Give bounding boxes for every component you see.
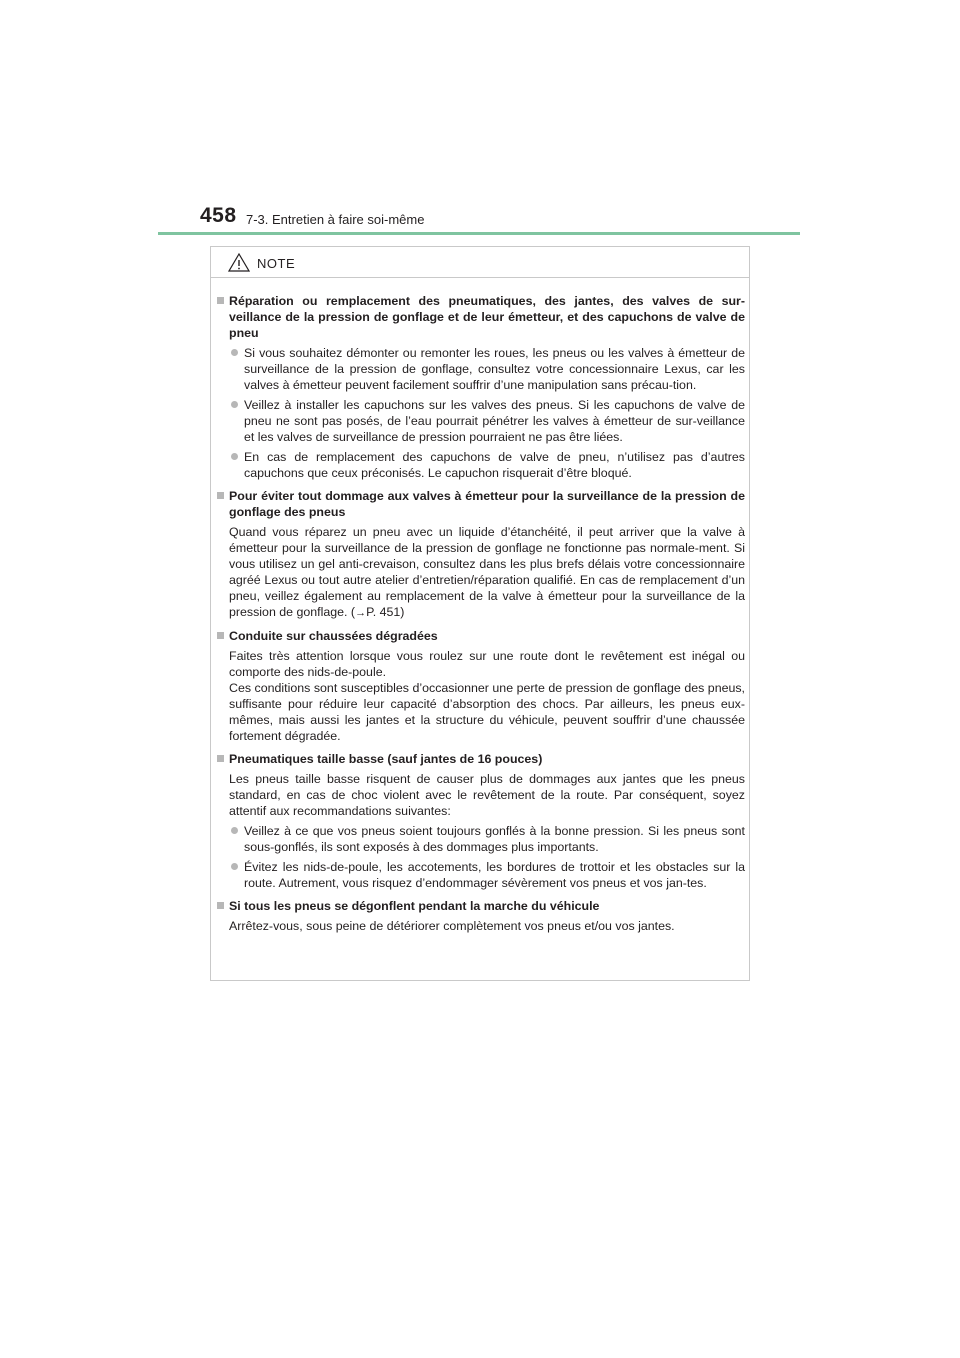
note-heading: Si tous les pneus se dégonflent pendant la marche du véhicule [217,898,745,914]
paragraph: Arrêtez-vous, sous peine de détériorer complètement vos pneus et/ou vos jantes. [229,919,675,933]
paragraph: Quand vous réparez un pneu avec un liquide d’étanchéité, il peut arriver que la valve à émetteur pour la surveillance de la pression de gonflage ne fonctionne pas normale-ment. Si vous utilisez un gel anti-crevaison, consultez dans les plus brefs délais votre concessionnaire agréé Lexus ou tout autre atelier d’entretien/réparation qualifié. En cas de remplacement d’un pneu, veillez également au remplacement de la valve à émetteur pour la surveillance de la pression de gonflage. (→P. 451) [229,525,745,619]
bullet-item: En cas de remplacement des capuchons de valve de pneu, n’utilisez pas d’autres capuchons que ceux préconisés. Le capuchon risquerait d’être bloqué. [217,449,745,481]
square-bullet-icon [217,492,224,499]
warning-triangle-icon [228,253,250,272]
paragraph: Les pneus taille basse risquent de causer plus de dommages aux jantes que les pneus standard, en cas de choc violent avec le revêtement de la route. Par conséquent, soyez attentif aux recommandations suivantes: [229,772,745,818]
round-bullet-icon [231,453,238,460]
note-heading: Conduite sur chaussées dégradées [217,628,745,644]
square-bullet-icon [217,297,224,304]
square-bullet-icon [217,755,224,762]
paragraph: Faites très attention lorsque vous roulez sur une route dont le revêtement est inégal ou comporte des nids-de-poule. [229,649,745,679]
square-bullet-icon [217,632,224,639]
round-bullet-icon [231,349,238,356]
note-title: NOTE [257,256,296,271]
page-header [200,204,800,234]
page-number: 458 [200,204,237,227]
round-bullet-icon [231,401,238,408]
square-bullet-icon [217,902,224,909]
bullet-item: Évitez les nids-de-poule, les accotements, les bordures de trottoir et les obstacles sur la route. Autrement, vous risquez d’endommager sévèrement vos pneus et vos jan-tes. [217,859,745,891]
note-content [217,287,745,934]
round-bullet-icon [231,827,238,834]
note-box [210,246,750,981]
note-heading: Pour éviter tout dommage aux valves à émetteur pour la surveillance de la pression de gonflage des pneus [217,488,745,520]
note-heading: Réparation ou remplacement des pneumatiques, des jantes, des valves de sur-veillance de la pression de gonflage et de leur émetteur, et des capuchons de valve de pneu [217,293,745,341]
paragraph: Ces conditions sont susceptibles d’occasionner une perte de pression de gonflage des pneus, suffisante pour réduire leur capacité d’absorption des chocs. Par ailleurs, les pneus eux-mêmes, mais aussi les jantes et la structure du véhicule, peuvent souffrir d’une chaussée fortement dégradée. [229,681,745,743]
header-rule [158,232,800,235]
bullet-item: Veillez à installer les capuchons sur les valves des pneus. Si les capuchons de valve de pneu ne sont pas posés, de l’eau pourrait pénétrer les valves à émetteur de sur-veillance et les valves de surveillance de pression pourraient ne pas être liées. [217,397,745,445]
round-bullet-icon [231,863,238,870]
note-heading: Pneumatiques taille basse (sauf jantes de 16 pouces) [217,751,745,767]
section-title: 7-3. Entretien à faire soi-même [246,212,425,227]
page-reference-link[interactable]: P. 451) [366,605,405,619]
note-header [211,247,749,278]
bullet-item: Si vous souhaitez démonter ou remonter les roues, les pneus ou les valves à émetteur de surveillance de la pression de gonflage, consultez votre concessionnaire Lexus, car les valves à émetteur peuvent facilement souffrir d’une manipulation sans précau-tion. [217,345,745,393]
bullet-item: Veillez à ce que vos pneus soient toujours gonflés à la bonne pression. Si les pneus sont sous-gonflés, ils sont exposés à des dommages plus importants. [217,823,745,855]
arrow-icon: → [355,607,367,619]
